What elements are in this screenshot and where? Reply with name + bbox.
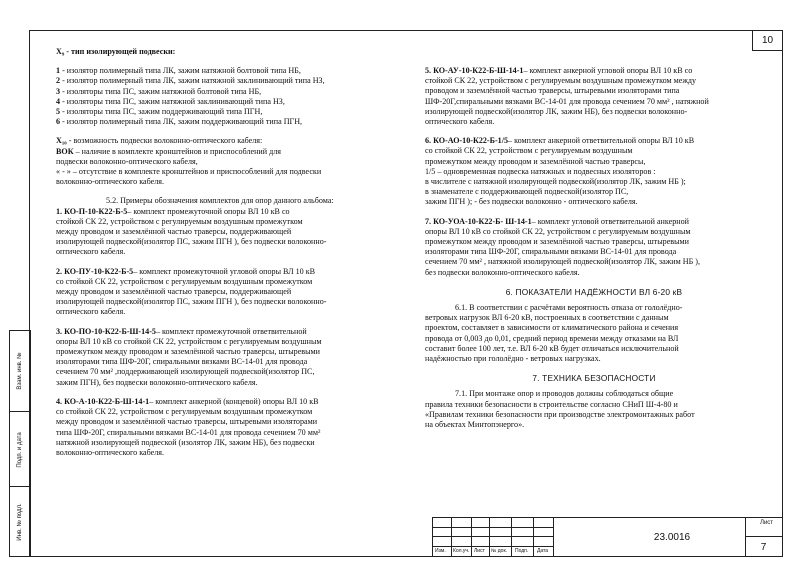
- section-7-line: правила техники безопасности в строительстве согласно СНиП Ш-4-80 и: [425, 399, 678, 409]
- side-stamp-field: Инв. № подл.: [17, 503, 23, 541]
- example-2-line: изолирующей подвеской(изолятор ПС, зажим ПГН ), без подвески волоконно-: [56, 297, 327, 307]
- left-column: [56, 47, 398, 458]
- title-block-column-label: Подп.: [515, 548, 529, 554]
- page-number-box: 10: [752, 30, 782, 51]
- section-6-text: 6.1. В соответствии с расчётами вероятность отказа от гололёдно-: [455, 303, 683, 313]
- section-6-line: составит более 100 лет, т.е. ВЛ 6-20 кВ будет отличаться исключительной: [425, 343, 679, 353]
- list-item: 2 - изолятор полимерный типа ЛК, зажим натяжной заклинивающий типа НЗ,: [56, 76, 325, 86]
- example-3-line: изоляторами типа ШФ-20Г, спиральными вязками ВС-14-01 для провода: [56, 357, 308, 367]
- vok-line: ВОК – наличие в комплекте кронштейнов и приспособлений для: [56, 146, 281, 156]
- example-1-line: между проводом и заземлённой частью траверсы, поддерживающей: [56, 227, 292, 237]
- example-3-line: промежутком между проводом и заземлённой частью траверсы, штыревыми: [56, 347, 321, 357]
- document-code: 23.0016: [653, 531, 691, 543]
- dash-line-2: волоконно-оптического кабеля.: [56, 177, 165, 187]
- example-4-line: натяжной изолирующей подвеской (изолятор ЛК, зажим НБ), без подвески: [56, 437, 315, 447]
- example-4: 4. КО-А-10-К22-Б-Ш-14-1– комплект анкерной (концевой) опоры ВЛ 10 кВ: [56, 396, 319, 406]
- example-7-line: промежутком между проводом и заземлённой частью траверсы, штыревыми: [425, 237, 690, 247]
- example-5-line: оптического кабеля.: [425, 117, 495, 127]
- example-7-line: без подвески волоконно-оптического кабеля.: [425, 267, 580, 277]
- example-5: 5. КО-АУ-10-К22-Б-Ш-14-1– комплект анкерной угловой опоры ВЛ 10 кВ со: [425, 66, 693, 75]
- vok-line-2: подвески волоконно-оптического кабеля,: [56, 156, 198, 166]
- example-6-line: в числителе с натяжной изолирующей подвеской(изолятор ЛК, зажим НБ );: [425, 177, 686, 187]
- example-5-line: стойкой СК 22, устройством с регулируемым воздушным промежутком между: [425, 76, 697, 86]
- side-stamp-field: Взам. инв. №: [17, 352, 23, 390]
- section-6-line: надёжностью при гололёдно - ветровых нагрузках.: [425, 354, 601, 364]
- example-2-line: оптического кабеля.: [56, 307, 126, 317]
- sheet-number: 7: [745, 536, 782, 557]
- example-7: 7. КО-УОА-10-К22-Б- Ш-14-1– комплект угловой ответвительной анкерной: [425, 216, 689, 226]
- example-2-line: со стойкой СК 22, устройством с регулируемым воздушным промежутком: [56, 276, 313, 286]
- x10-line: Х₁₀ - возможность подвески волоконно-оптического кабеля:: [56, 136, 263, 146]
- example-6-line: 1/5 – одновременная подвеска натяжных и подвесных изоляторов :: [425, 166, 656, 176]
- list-item: 6 - изолятор полимерный типа ЛК, зажим поддерживающий типа ПГН,: [56, 117, 303, 127]
- example-1-line: изолирующей подвеской(изолятор ПС, зажим ПГН ), без подвески волоконно-: [56, 237, 327, 247]
- x9-line: Х₉ - тип изолирующей подвески:: [56, 47, 176, 56]
- example-1-line: стойкой СК 22, устройством с регулируемым воздушным промежутком: [56, 216, 303, 226]
- example-3-line: опоры ВЛ 10 кВ со стойкой СК 22, устройством с регулируемым воздушным: [56, 336, 322, 346]
- title-block-column-label: Изм.: [435, 548, 446, 554]
- example-1-line: оптического кабеля.: [56, 247, 126, 257]
- side-stamp: [9, 330, 31, 557]
- title-block: [432, 517, 782, 556]
- example-3: 3. КО-ПО-10-К22-Б-Ш-14-5– комплект промежуточной ответвительной: [56, 326, 307, 336]
- title-block-column-label: Дата: [537, 548, 549, 554]
- section-6-line: ветровых нагрузок ВЛ 6-20 кВ, построенных в соответствии с данным: [425, 313, 669, 323]
- example-3-line: зажим ПГН), без подвески волоконно-оптического кабеля.: [56, 377, 258, 387]
- example-2: 2. КО-ПУ-10-К22-Б-5– комплект промежуточной угловой опоры ВЛ 10 кВ: [56, 266, 316, 276]
- section-6-line: провода от 0,003 до 0,01, средний период времени между отказами на ВЛ: [425, 333, 679, 343]
- list-item: 1 - изолятор полимерный типа ЛК, зажим натяжной болтовой типа НБ,: [56, 66, 301, 76]
- right-column: [425, 66, 763, 430]
- example-6-line: промежутком между проводом и заземлённой частью траверсы,: [425, 156, 646, 166]
- example-1: 1. КО-П-10-К22-Б-5– комплект промежуточной опоры ВЛ 10 кВ со: [56, 206, 290, 216]
- example-4-line: волоконно-оптического кабеля.: [56, 447, 165, 457]
- section-7-title: 7. ТЕХНИКА БЕЗОПАСНОСТИ: [532, 373, 656, 384]
- example-7-line: сечением 70 мм² , натяжной изолирующей подвеской(изолятор ЛК, зажим НБ ),: [425, 257, 700, 267]
- section-7-line: «Правилам техники безопасности при производстве электромонтажных работ: [425, 409, 695, 419]
- example-3-line: сечением 70 мм² ,поддерживающей изолирующей подвеской(изолятор ПС,: [56, 367, 315, 377]
- side-stamp-field: Подп. и дата: [17, 431, 23, 468]
- examples-title: 5.2. Примеры обозначения комплектов для опор данного альбома:: [106, 196, 334, 206]
- example-6: 6. КО-АО-10-К22-Б-1/5– комплект анкерной ответвительной опоры ВЛ 10 кВ: [425, 136, 695, 146]
- example-4-line: типа ШФ-20Г, спиральными вязками ВС-14-01 для провода сечением 70 мм²: [56, 427, 321, 437]
- example-4-line: со стойкой СК 22, устройством с регулируемым воздушным промежутком: [56, 407, 313, 417]
- example-6-line: зажим ПГН ); - без подвески волоконно - оптического кабеля.: [425, 197, 638, 207]
- example-5-line: ШФ-20Г,спиральными вязками ВС-14-01 для провода сечением 70 мм² , натяжной: [425, 96, 709, 106]
- example-7-line: опоры ВЛ 10 кВ со стойкой СК 22, устройством с регулируемым воздушным: [425, 226, 691, 236]
- section-6-line: проектом, составляет в зависимости от климатического района и сечения: [425, 323, 679, 333]
- list-item: 4 - изоляторы типа ПС, зажим натяжной заклинивающий типа НЗ,: [56, 96, 285, 106]
- example-4-line: между проводом и заземлённой частью траверсы, штыревыми изоляторами: [56, 417, 318, 427]
- example-7-line: изоляторами типа ШФ-20Г, спиральными вязками ВС-14-01 для провода: [425, 247, 677, 257]
- example-5-line: проводом и заземлённой частью траверсы, штыревыми изоляторами типа: [425, 86, 680, 96]
- sheet-label: Лист: [760, 520, 774, 526]
- example-6-line: в знаменателе с поддерживающей подвеской(изолятор ПС,: [425, 187, 629, 197]
- list-item: 5 - изоляторы типа ПС, зажим поддерживающий типа ПГН,: [56, 107, 263, 117]
- section-6-title: 6. ПОКАЗАТЕЛИ НАДЁЖНОСТИ ВЛ 6-20 кВ: [505, 286, 683, 297]
- section-7-line: на объектах Минтопэнерго».: [425, 420, 525, 430]
- list-item: 3 - изоляторы типа ПС, зажим натяжной болтовой типа НБ,: [56, 86, 262, 96]
- example-2-line: между проводом и заземлённой частью траверсы, поддерживающей: [56, 287, 292, 297]
- section-7-text: 7.1. При монтаже опор и проводов должны соблюдаться общие: [455, 389, 674, 399]
- title-block-column-label: Кол.уч.: [453, 548, 470, 554]
- title-block-column-label: Лист: [474, 548, 485, 554]
- example-5-line: изолирующей подвеской(изолятор ЛК, зажим НБ), без подвески волоконно-: [425, 106, 688, 116]
- dash-line: « - » – отсутствие в комплекте кронштейнов и приспособлений для подвески: [56, 167, 322, 177]
- insulator-list: [56, 66, 398, 127]
- example-6-line: со стойкой СК 22, устройством с регулируемым воздушным: [425, 146, 633, 156]
- title-block-column-label: № док.: [491, 548, 508, 554]
